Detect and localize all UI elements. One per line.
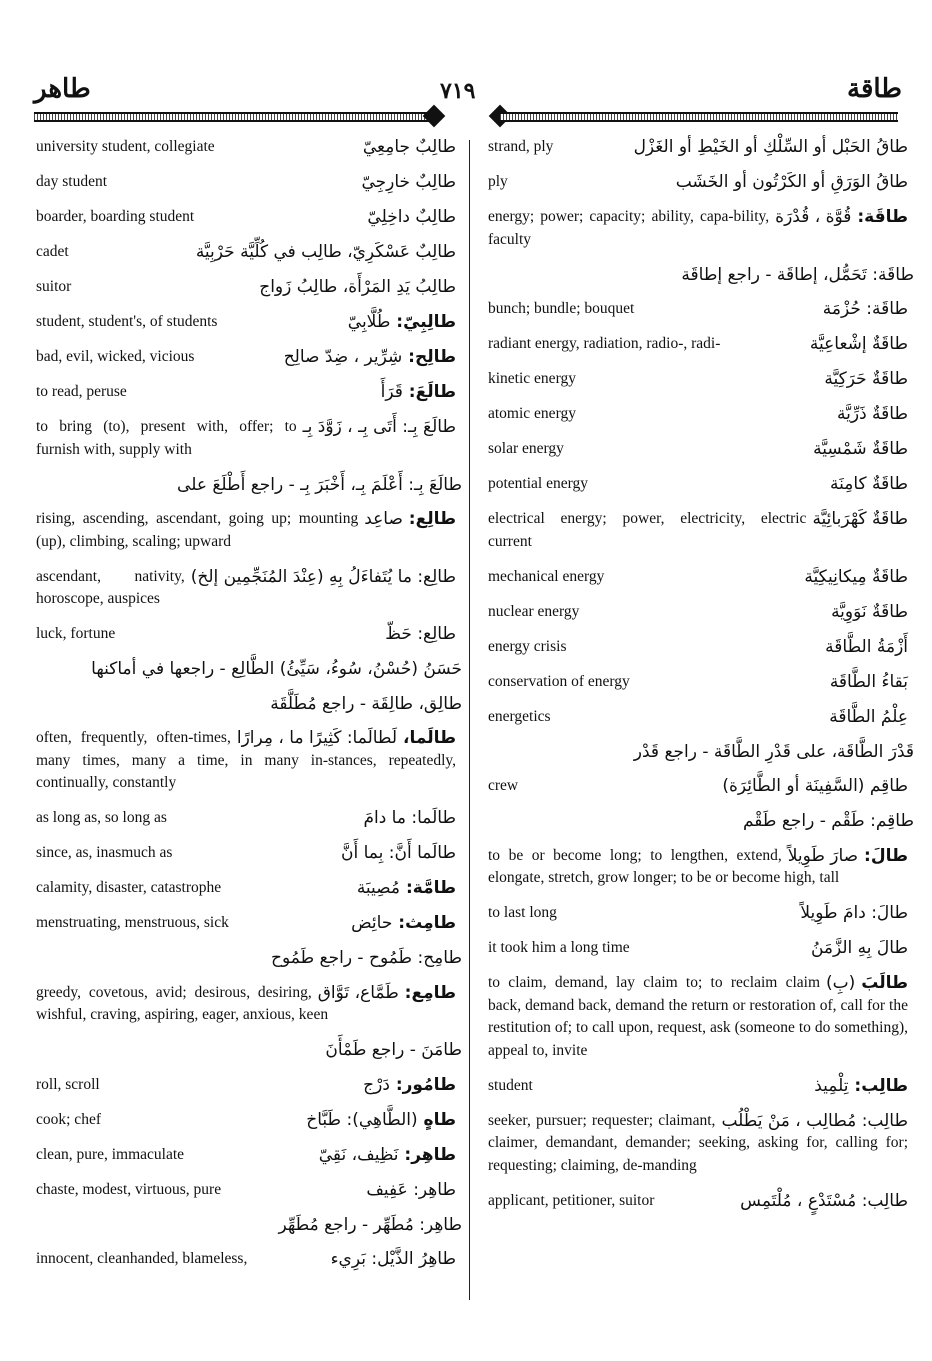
arabic-sense: (الطَّاهِي): طَبَّاخ <box>306 1109 418 1130</box>
english-definition: to be or become long; to lengthen, extend, elongate, stretch, grow longer; to be or become high, tall <box>488 846 840 886</box>
arabic-sense: بَقاءُ الطَّاقَة <box>829 671 908 692</box>
english-definition: crew <box>488 777 519 794</box>
arabic-cross-reference: طاهِر: مُطَهِّر - راجع مُطَهِّر <box>278 1214 462 1235</box>
dictionary-entry <box>488 902 908 925</box>
english-definition: calamity, disaster, catastrophe <box>36 879 222 896</box>
english-definition: seeker, pursuer; requester; claimant, claimer, demandant, demander; seeking, asking for, calling for; requesting; claiming, de-manding <box>488 1111 908 1174</box>
arabic-headword <box>196 241 456 263</box>
arabic-sense: لَطالَما: كَثِيرًا ما ، مِرارًا <box>236 728 398 748</box>
arabic-headword <box>814 1075 908 1097</box>
english-definition: energy crisis <box>488 637 567 655</box>
dictionary-entry <box>36 982 456 1027</box>
english-definition: menstruating, menstruous, sick <box>36 914 229 931</box>
page-number: ٧١٩ <box>440 78 476 103</box>
arabic-sense: طالِع: ما يُتَفاءَلُ بِهِ (عِنْدَ المُنَجِّمِين إلخ) <box>190 566 456 587</box>
arabic-headword <box>811 937 908 959</box>
english-definition: boarder, boarding student <box>36 208 195 225</box>
arabic-sense: صاعِد <box>364 509 403 529</box>
arabic-sense: طاقَةٌ نَوَوِيَّة <box>831 601 908 622</box>
dictionary-entry <box>488 333 908 356</box>
dictionary-entry <box>36 311 456 334</box>
arabic-cross-reference: طاقِم: طَقْم - راجع طَقْم <box>742 811 914 831</box>
arabic-sense: طاقِم (السَّفِينَة أو الطَّائِرَة) <box>722 776 908 796</box>
arabic-sense: أَزْمَةُ الطَّاقَة <box>825 636 908 657</box>
dictionary-entry <box>36 171 456 194</box>
english-definition: electrical energy; power, electricity, electric current <box>488 510 807 550</box>
english-definition: to read, peruse <box>36 383 127 400</box>
arabic-headword-bold: طاهِر: <box>398 1144 456 1165</box>
arabic-headword <box>804 566 908 588</box>
arabic-sense: طاقَةٌ حَرَكِيَّة <box>824 369 908 389</box>
dictionary-entry <box>36 276 456 299</box>
arabic-sense: طاقَةٌ شَمْسِيَّة <box>813 439 908 459</box>
arabic-sense: شِرِّير ، ضِدّ صالِح <box>283 347 403 367</box>
dictionary-entry <box>36 912 456 935</box>
arabic-headword <box>381 381 456 403</box>
arabic-headword <box>826 972 908 994</box>
arabic-headword <box>813 438 908 460</box>
arabic-headword <box>722 775 908 797</box>
arabic-headword <box>318 982 456 1004</box>
dictionary-entry <box>36 474 462 496</box>
left-ornamental-rule <box>34 112 432 122</box>
arabic-headword-bold: طامَّة: <box>400 878 456 898</box>
dictionary-entry <box>36 1074 456 1097</box>
arabic-cross-reference: طالِق، طالِقَة - راجع مُطَلَّقَة <box>270 693 462 714</box>
arabic-headword <box>837 403 908 425</box>
english-definition: atomic energy <box>488 405 576 422</box>
english-definition: innocent, cleanhanded, blameless, <box>36 1250 248 1267</box>
right-ornamental-rule <box>500 112 898 122</box>
english-definition: suitor <box>36 278 72 295</box>
english-definition: conservation of energy <box>488 672 630 690</box>
arabic-headword <box>823 298 908 320</box>
arabic-sense: طالِبٌ عَسْكَرِيّ، طالِب في كُلِّيَّة حَرْبِيَّة <box>195 242 456 262</box>
arabic-sense: طالَ بِهِ الزَّمَنُ <box>810 938 908 958</box>
dictionary-entry <box>36 346 456 369</box>
dictionary-entry <box>488 368 908 391</box>
arabic-headword <box>366 1179 456 1201</box>
right-column <box>488 136 914 1225</box>
arabic-cross-reference: حَسَنُ (حُسْنُ، سُوءُ، سَيِّئُ) الطَّالِع - راجعها في أماكنها <box>91 659 462 679</box>
dictionary-entry <box>488 671 908 694</box>
arabic-headword <box>812 508 908 530</box>
arabic-headword <box>810 333 908 355</box>
dictionary-entry <box>488 775 908 798</box>
arabic-headword <box>361 171 456 193</box>
arabic-headword-bold: طالِب: <box>848 1075 908 1096</box>
arabic-headword <box>191 566 456 588</box>
english-definition: luck, fortune <box>36 625 116 642</box>
dictionary-entry <box>36 1248 456 1271</box>
english-definition: chaste, modest, virtuous, pure <box>36 1180 222 1198</box>
dictionary-entry <box>488 601 908 624</box>
english-definition: potential energy <box>488 475 589 492</box>
english-definition: ascendant, nativity, horoscope, auspices <box>36 567 185 607</box>
arabic-headword <box>363 136 456 158</box>
arabic-cross-reference: طامَنَ - راجع طَمْأَنَ <box>325 1040 462 1060</box>
dictionary-entry <box>36 136 456 159</box>
english-definition: clean, pure, immaculate <box>36 1145 185 1163</box>
dictionary-entry <box>488 298 908 321</box>
arabic-headword-bold: طالِع: <box>402 509 456 529</box>
arabic-headword <box>830 671 908 693</box>
arabic-headword <box>788 845 908 867</box>
arabic-sense: طالَ: دامَ طَوِيلاً <box>800 903 908 923</box>
dictionary-entry <box>36 1179 456 1202</box>
dictionary-entry <box>488 706 908 729</box>
arabic-cross-reference: قَدْرَ الطَّاقَة، على قَدْرِ الطَّاقَة - راجع قَدْر <box>633 741 914 762</box>
english-definition: bunch; bundle; bouquet <box>488 300 635 317</box>
arabic-headword-bold: طالَما، <box>397 728 456 748</box>
english-definition: university student, collegiate <box>36 138 215 155</box>
english-definition: cadet <box>36 243 69 260</box>
dictionary-entry <box>488 136 908 159</box>
dictionary-entry <box>36 947 462 969</box>
english-definition: energy; power; capacity; ability, capa-bility, faculty <box>488 208 770 248</box>
column-divider <box>469 140 470 1300</box>
english-definition: nuclear energy <box>488 602 580 620</box>
english-definition: rising, ascending, ascendant, going up; mounting (up), climbing, scaling; upward <box>36 510 359 550</box>
dictionary-entry <box>36 206 456 229</box>
dictionary-entry <box>36 623 456 646</box>
arabic-sense: عِلْمُ الطَّاقَة <box>829 706 908 727</box>
left-column <box>36 136 462 1283</box>
arabic-sense: (بِ) <box>826 973 856 993</box>
arabic-headword-bold: طالَبَ <box>855 973 908 993</box>
dictionary-entry <box>36 693 462 715</box>
arabic-headword-bold: طالِح: <box>402 347 456 367</box>
english-definition: bad, evil, wicked, vicious <box>36 348 195 365</box>
english-definition: mechanical energy <box>488 567 605 585</box>
english-definition: as long as, so long as <box>36 809 167 826</box>
arabic-sense: طاقَةٌ إشْعاعِيَّة <box>809 334 908 354</box>
dictionary-entry <box>488 566 908 589</box>
english-definition: it took him a long time <box>488 939 630 956</box>
dictionary-entry <box>36 877 456 900</box>
arabic-sense: طالِع: حَظّ <box>385 624 456 644</box>
arabic-sense: طاقَةٌ كامِنَة <box>830 474 908 494</box>
english-definition: radiant energy, radiation, radio-, radi- <box>488 335 721 352</box>
arabic-sense: صارَ طَوِيلاً <box>787 845 859 866</box>
arabic-headword <box>825 636 908 658</box>
dictionary-entry <box>36 1144 456 1167</box>
arabic-headword <box>351 912 456 934</box>
arabic-headword <box>824 368 908 390</box>
arabic-headword <box>830 473 908 495</box>
dictionary-entry <box>488 473 908 496</box>
dictionary-entry <box>36 566 456 611</box>
english-definition: energetics <box>488 707 551 725</box>
english-definition: to claim, demand, lay claim to; to reclaim claim back, demand back, demand the return or restoration of, call for the restitution of; to call upon, request, ask (someone to do something), appeal to, invite <box>488 974 908 1059</box>
arabic-sense: طالِب: مُسْتَدْعٍ ، مُلْتَمِس <box>740 1190 908 1211</box>
english-definition: applicant, petitioner, suitor <box>488 1191 655 1209</box>
dictionary-entry <box>36 381 456 404</box>
arabic-headword <box>306 1109 456 1131</box>
arabic-sense: قُوَّة ، قُدْرَة <box>775 207 852 227</box>
arabic-sense: طالِبُ يَدِ المَرْأَة، طالِبُ زَواج <box>259 277 456 297</box>
arabic-cross-reference: طاقَة: تَحَمُّل، إطاقَة - راجع إطاقَة <box>681 264 914 285</box>
dictionary-entry <box>488 636 908 659</box>
dictionary-entry <box>488 403 908 426</box>
english-definition: day student <box>36 173 108 190</box>
english-definition: since, as, inasmuch as <box>36 844 173 861</box>
dictionary-entry <box>488 937 908 960</box>
arabic-headword <box>775 206 908 228</box>
arabic-headword <box>331 1248 456 1270</box>
english-definition: student <box>488 1076 533 1094</box>
english-definition: roll, scroll <box>36 1075 100 1093</box>
arabic-sense: دَرْج <box>363 1074 390 1095</box>
dictionary-entry <box>488 206 908 251</box>
english-definition: cook; chef <box>36 1110 101 1128</box>
arabic-headword-bold: طامُور: <box>389 1074 456 1095</box>
dictionary-entry <box>488 845 908 890</box>
arabic-headword-bold: طامِث: <box>392 913 456 933</box>
arabic-headword <box>319 1144 456 1166</box>
arabic-sense: طاقُ الوَرَقِ أو الكَرْتُون أو الخَشَب <box>675 172 908 192</box>
arabic-headword <box>348 311 456 333</box>
dictionary-entry <box>36 241 456 264</box>
arabic-headword <box>237 727 456 749</box>
dictionary-entry <box>488 264 914 286</box>
arabic-headword <box>385 623 456 645</box>
arabic-sense: طالِبٌ داخِلِيّ <box>367 207 456 227</box>
arabic-headword <box>831 601 908 623</box>
left-diamond-ornament <box>423 105 446 128</box>
english-definition: kinetic energy <box>488 370 576 387</box>
arabic-sense: حائِض <box>351 913 393 933</box>
arabic-headword-bold: طالِبِيّ: <box>390 312 456 332</box>
dictionary-entry <box>488 1190 908 1213</box>
arabic-headword-bold: طاقَة: <box>851 207 908 227</box>
dictionary-entry <box>36 508 456 553</box>
arabic-headword-bold: طالَ: <box>858 845 908 866</box>
left-guide-word: طاهر <box>34 74 91 103</box>
arabic-sense: طاهِرُ الذَّيْل: بَرِيء <box>330 1249 456 1269</box>
english-definition: to bring (to), present with, offer; to furnish with, supply with <box>36 418 297 458</box>
english-definition: to last long <box>488 904 557 921</box>
arabic-sense: طاقَةٌ مِيكانِيكِيَّة <box>804 566 908 587</box>
arabic-headword <box>740 1190 908 1212</box>
arabic-cross-reference: طامِح: طَمُوح - راجع طَمُوح <box>271 948 462 968</box>
arabic-sense: طالِبٌ خارِجِيّ <box>361 172 456 192</box>
dictionary-entry <box>36 1214 462 1236</box>
arabic-sense: طالَما: ما دامَ <box>363 808 456 828</box>
english-definition: solar energy <box>488 440 564 457</box>
arabic-sense: طالِب: مُطالِب ، مَنْ يَطْلُب <box>721 1110 908 1131</box>
arabic-sense: طَمَّاع، تَوَّاق <box>317 982 399 1003</box>
arabic-sense: طاقَة: حُزْمَة <box>822 299 908 319</box>
arabic-sense: نَظِيف، نَقِيّ <box>318 1144 399 1165</box>
arabic-headword <box>284 346 456 368</box>
arabic-headword <box>721 1110 908 1132</box>
arabic-sense: قَرَأَ <box>380 382 403 402</box>
arabic-headword <box>829 706 908 728</box>
dictionary-entry <box>36 727 456 795</box>
dictionary-entry <box>36 416 456 461</box>
arabic-sense: طالِبٌ جامِعِيّ <box>362 137 456 157</box>
english-definition: strand, ply <box>488 138 554 155</box>
dictionary-entry <box>488 1110 908 1178</box>
arabic-sense: طُلَّابِيّ <box>347 312 391 332</box>
english-definition: student, student's, of students <box>36 313 218 330</box>
arabic-headword-bold: طاهٍ <box>417 1109 456 1130</box>
dictionary-entry <box>36 842 456 865</box>
english-definition: ply <box>488 173 508 190</box>
arabic-headword-bold: طالَعَ: <box>402 382 456 402</box>
arabic-headword <box>800 902 908 924</box>
arabic-headword <box>676 171 908 193</box>
dictionary-entry <box>36 1039 462 1061</box>
arabic-sense: تِلْمِيذ <box>814 1075 849 1096</box>
arabic-headword <box>259 276 456 298</box>
arabic-sense: طالَعَ بِـ: أَتَى بِـ ، زَوَّدَ بِـ <box>302 417 456 437</box>
english-definition: greedy, covetous, avid; desirous, desiring, wishful, craving, aspiring, eager, anxious, keen <box>36 983 329 1023</box>
english-definition: often, frequently, often-times, many times, many a time, in many in-stances, repeatedly, continually, constantly <box>36 729 456 791</box>
dictionary-entry <box>36 807 456 830</box>
arabic-headword <box>363 1074 456 1096</box>
arabic-sense: طاهِر: عَفِيف <box>366 1179 456 1200</box>
arabic-sense: طالَما أَنَّ: بِما أَنَّ <box>341 843 456 863</box>
arabic-headword-bold: طامِع: <box>398 982 456 1003</box>
dictionary-entry <box>488 972 908 1062</box>
arabic-sense: طاقَةٌ كَهْرَبائِيَّة <box>812 509 908 529</box>
arabic-headword <box>634 136 908 158</box>
arabic-headword <box>341 842 456 864</box>
arabic-sense: طاقُ الحَبْل أو السِّلْكِ أو الخَيْطِ أو الغَزْل <box>633 137 908 157</box>
dictionary-entry <box>488 171 908 194</box>
arabic-headword <box>357 877 456 899</box>
dictionary-entry <box>488 741 914 763</box>
dictionary-entry <box>488 508 908 553</box>
dictionary-entry <box>488 438 908 461</box>
arabic-headword <box>367 206 456 228</box>
dictionary-entry <box>488 810 914 832</box>
arabic-headword <box>363 807 456 829</box>
dictionary-entry <box>488 1075 908 1098</box>
arabic-headword <box>364 508 456 530</box>
arabic-sense: مُصِيبَة <box>356 878 401 898</box>
dictionary-entry <box>36 658 462 680</box>
arabic-headword <box>303 416 456 438</box>
right-guide-word: طاقة <box>847 74 902 103</box>
arabic-sense: طاقَةٌ ذَرِّيَّة <box>837 404 908 424</box>
arabic-cross-reference: طالَعَ بِـ: أَعْلَمَ بِـ، أَخْبَرَ بِـ - راجع أَطْلَعَ على <box>177 474 462 495</box>
dictionary-entry <box>36 1109 456 1132</box>
